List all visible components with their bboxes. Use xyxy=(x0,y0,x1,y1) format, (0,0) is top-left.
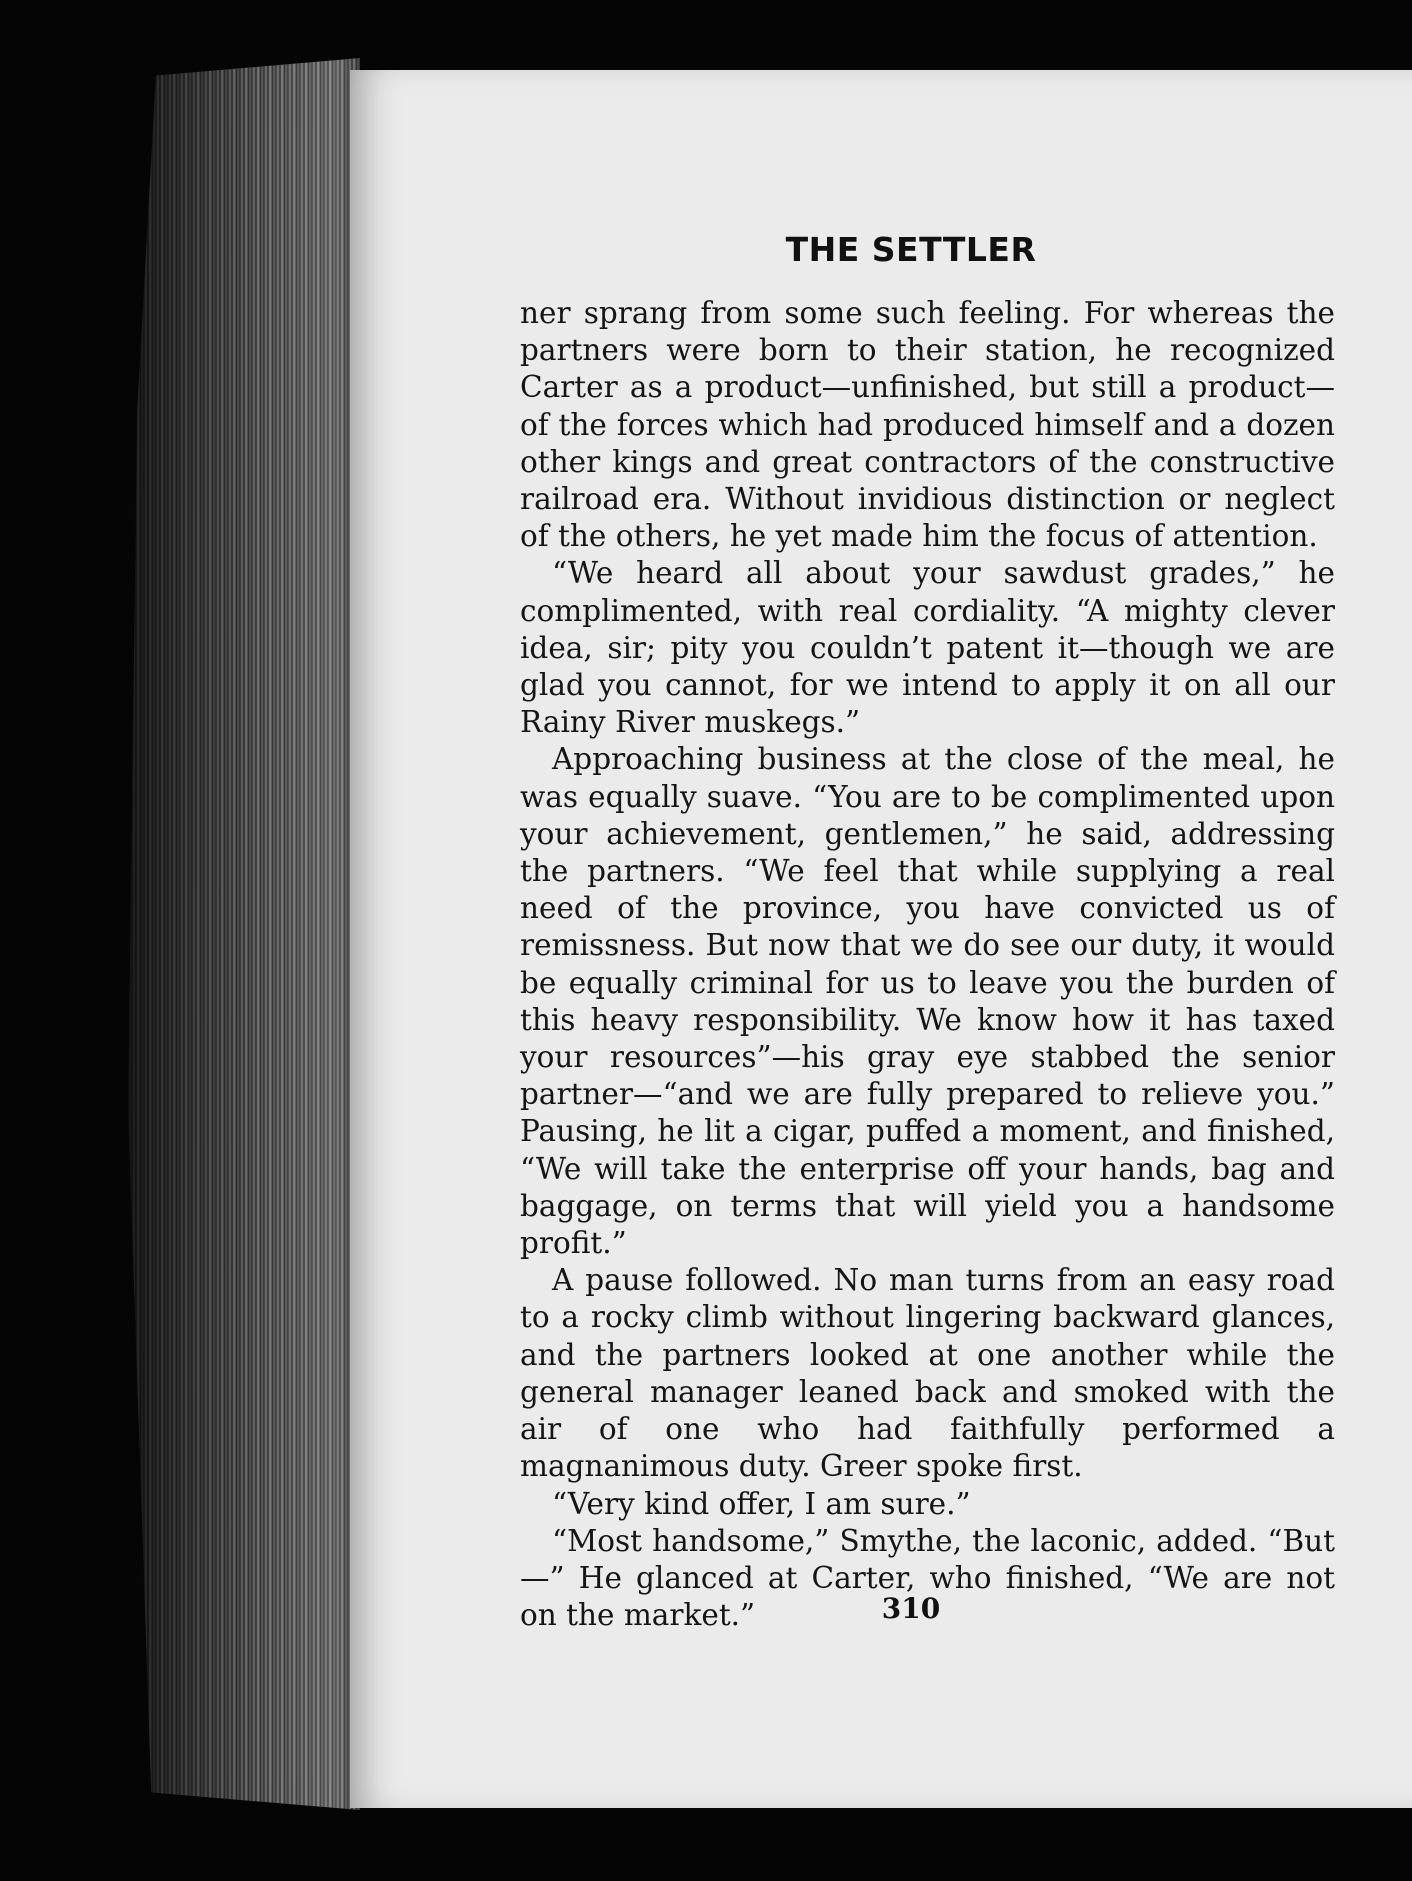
book-page xyxy=(350,70,1412,1808)
page-number: 310 xyxy=(881,1592,941,1625)
paragraph-6: “Most handsome,” Smythe, the laconic, added. “But—” He glanced at Carter, who finished, “We are not on the market.” xyxy=(520,1523,1335,1633)
paragraph-4: A pause followed. No man turns from an easy road to a rocky climb without lingering backward glances, and the partners looked at one another while the general manager leaned back and smoked with the air of one who had faithfully performed a magnanimous duty. Greer spoke first. xyxy=(520,1263,1335,1484)
paragraph-2: “We heard all about your sawdust grades,” he complimented, with real cordiality. “A mighty clever idea, sir; pity you couldn’t patent it—though we are glad you cannot, for we intend to apply it on all our Rainy River muskegs.” xyxy=(520,556,1335,740)
paragraph-1: ner sprang from some such feeling. For whereas the partners were born to their station, he recognized Carter as a product—unfinished, but still a product—of the forces which had produced himself and a dozen other kings and great contractors of the constructive railroad era. Without invidious distinction or neglect of the others, he yet made him the focus of attention. xyxy=(520,296,1335,554)
body-text xyxy=(520,295,1335,1634)
book-page-edges xyxy=(128,58,360,1810)
running-head: THE SETTLER xyxy=(785,230,1037,269)
paragraph-3: Approaching business at the close of the meal, he was equally suave. “You are to be complimented upon your achievement, gentlemen,” he said, addressing the partners. “We feel that while supplying a real need of the province, you have convicted us of remissness. But now that we do see our duty, it would be equally criminal for us to leave you the burden of this heavy responsibility. We know how it has taxed your resources”—his gray eye stabbed the senior partner—“and we are fully prepared to relieve you.” Pausing, he lit a cigar, puffed a moment, and finished, “We will take the enterprise off your hands, bag and baggage, on terms that will yield you a handsome profit.” xyxy=(520,742,1335,1261)
paragraph-5: “Very kind offer, I am sure.” xyxy=(552,1486,971,1521)
